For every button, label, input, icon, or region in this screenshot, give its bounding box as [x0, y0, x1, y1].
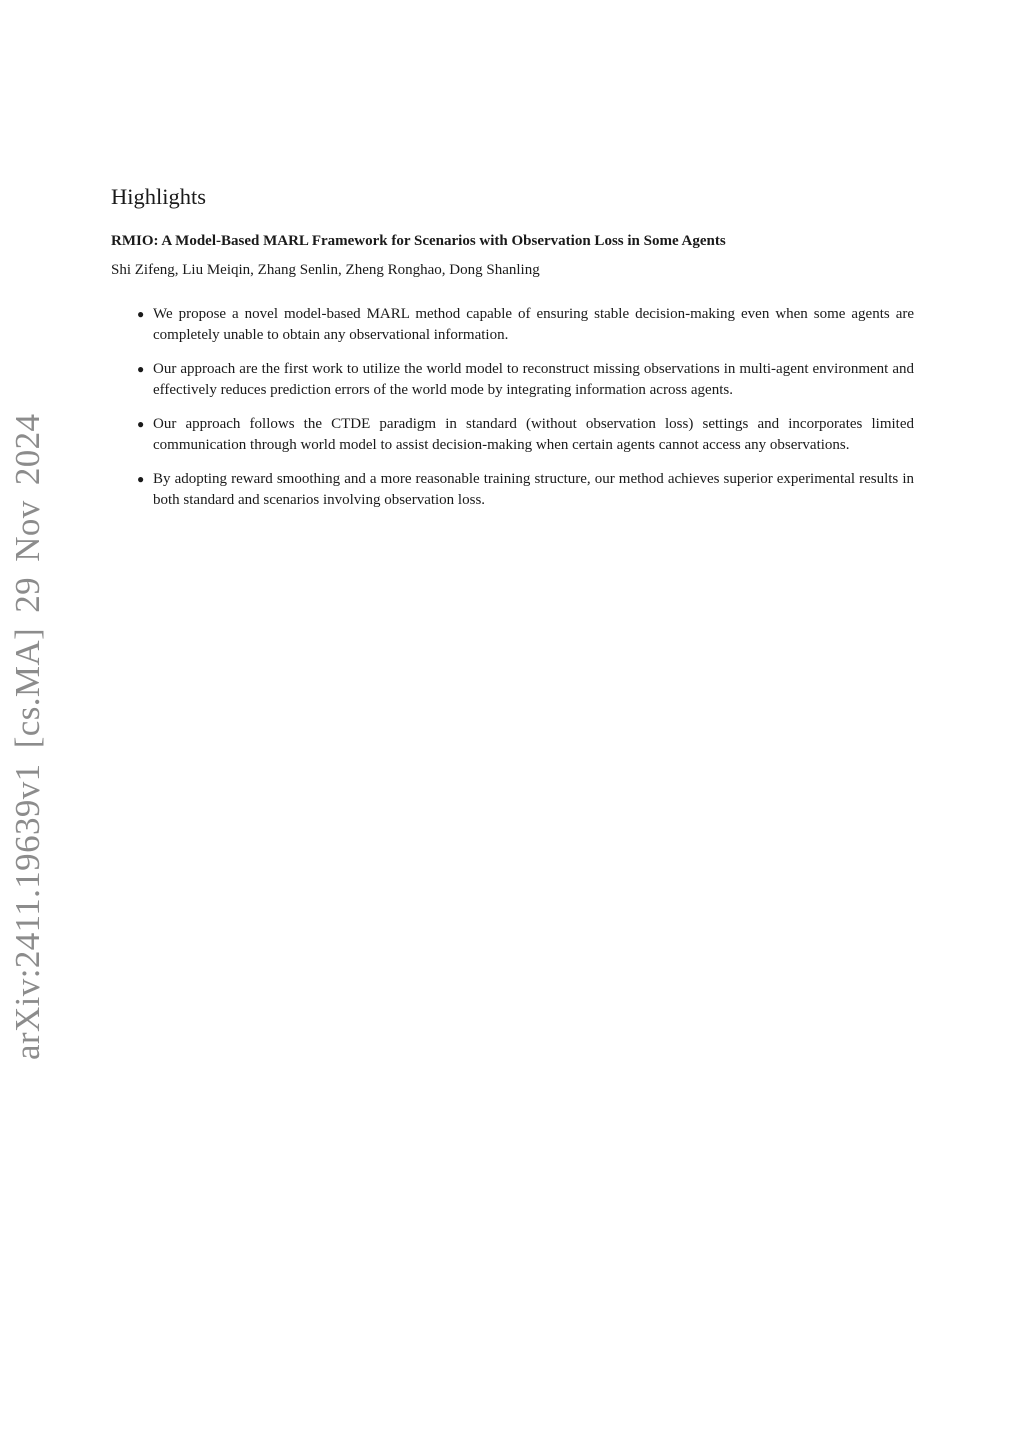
highlight-item — [137, 304, 914, 345]
highlights-list — [111, 304, 914, 510]
highlight-text: By adopting reward smoothing and a more reasonable training structure, our method achieves superior experimental results in both standard and scenarios involving observation loss. — [153, 471, 914, 508]
paper-title: RMIO: A Model-Based MARL Framework for Scenarios with Observation Loss in Some Agents — [111, 233, 726, 249]
bullet-icon: ● — [137, 417, 145, 431]
bullet-icon: ● — [137, 307, 145, 321]
section-heading: Highlights — [111, 184, 207, 209]
highlight-text: Our approach are the first work to utilize the world model to reconstruct missing observations in multi-agent environment and effectively reduces prediction errors of the world mode by integrating information across agents. — [153, 361, 914, 398]
bullet-icon: ● — [137, 472, 145, 486]
highlight-text: We propose a novel model-based MARL method capable of ensuring stable decision-making even when some agents are completely unable to obtain any observational information. — [153, 306, 914, 343]
highlight-item — [137, 359, 914, 400]
bullet-icon: ● — [137, 362, 145, 376]
highlights-section — [111, 183, 914, 524]
highlight-item — [137, 414, 914, 455]
highlight-text: Our approach follows the CTDE paradigm in standard (without observation loss) settings and incorporates limited communication through world model to assist decision-making when certain agents cannot access any observations. — [153, 416, 914, 453]
arxiv-identifier-stamp: arXiv:2411.19639v1 [cs.MA] 29 Nov 2024 — [8, 413, 47, 1060]
author-list: Shi Zifeng, Liu Meiqin, Zhang Senlin, Zheng Ronghao, Dong Shanling — [111, 261, 540, 278]
highlight-item — [137, 469, 914, 510]
